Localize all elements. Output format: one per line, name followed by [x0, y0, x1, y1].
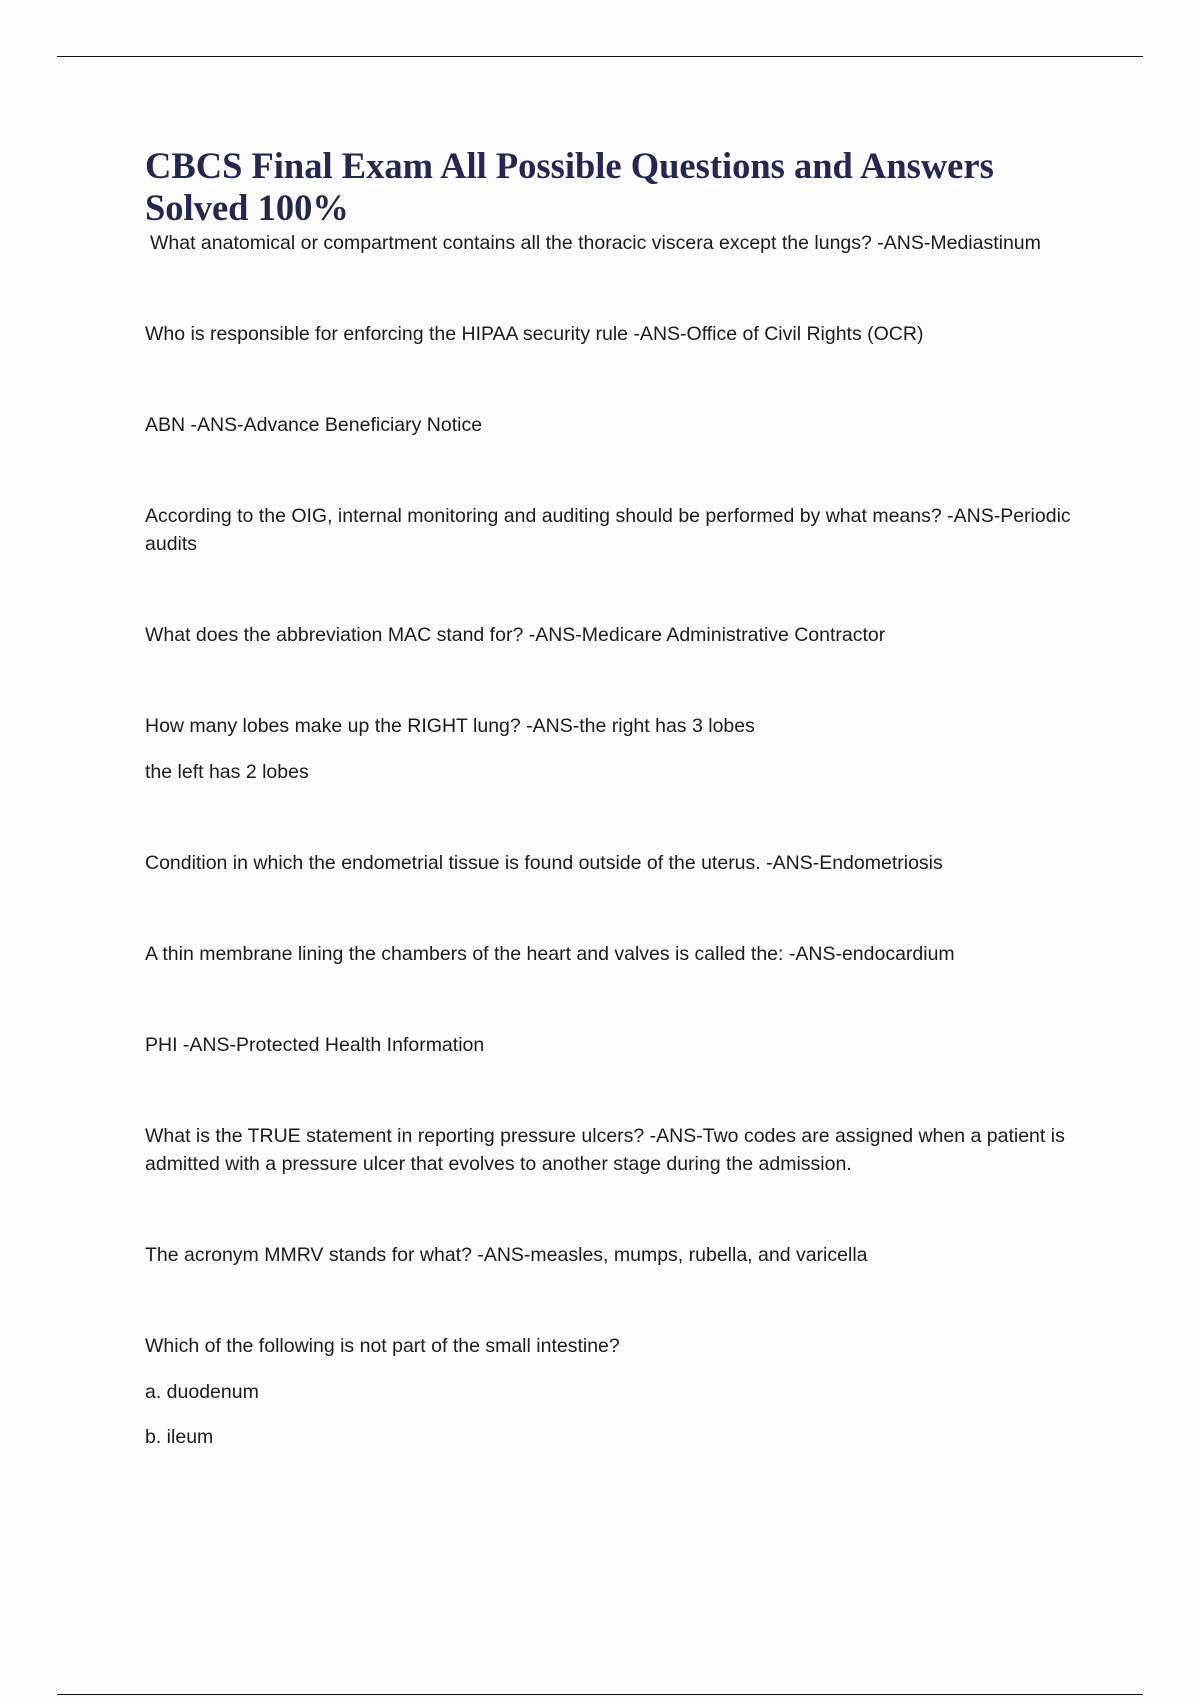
qa-item: A thin membrane lining the chambers of the heart and valves is called the: -ANS-endocardium: [145, 943, 955, 965]
qa-item: ABN -ANS-Advance Beneficiary Notice: [145, 414, 483, 436]
qa-item: Which of the following is not part of the small intestine?: [145, 1335, 620, 1357]
qa-item: What does the abbreviation MAC stand for? -ANS-Medicare Administrative Contractor: [145, 624, 886, 646]
qa-item: The acronym MMRV stands for what? -ANS-measles, mumps, rubella, and varicella: [145, 1244, 868, 1266]
qa-item: PHI -ANS-Protected Health Information: [145, 1034, 485, 1056]
answer-option: a. duodenum: [145, 1381, 259, 1403]
top-divider: [57, 56, 1143, 57]
answer-option: b. ileum: [145, 1426, 214, 1448]
document-body: [145, 145, 1095, 1451]
qa-item: What anatomical or compartment contains all the thoracic viscera except the lungs? -ANS-Mediastinum: [150, 232, 1041, 254]
document-title: CBCS Final Exam All Possible Questions and Answers Solved 100%: [145, 145, 994, 228]
qa-item: How many lobes make up the RIGHT lung? -ANS-the right has 3 lobes: [145, 715, 755, 737]
qa-item-continuation: the left has 2 lobes: [145, 761, 309, 783]
qa-item: According to the OIG, internal monitoring and auditing should be performed by what means? -ANS-Periodic audits: [145, 505, 1071, 555]
qa-item: What is the TRUE statement in reporting pressure ulcers? -ANS-Two codes are assigned when a patient is admitted with a pressure ulcer that evolves to another stage during the admission.: [145, 1125, 1065, 1175]
qa-item: Condition in which the endometrial tissue is found outside of the uterus. -ANS-Endometriosis: [145, 852, 943, 874]
bottom-divider: [57, 1694, 1143, 1695]
qa-item: Who is responsible for enforcing the HIPAA security rule -ANS-Office of Civil Rights (OCR): [145, 323, 924, 345]
